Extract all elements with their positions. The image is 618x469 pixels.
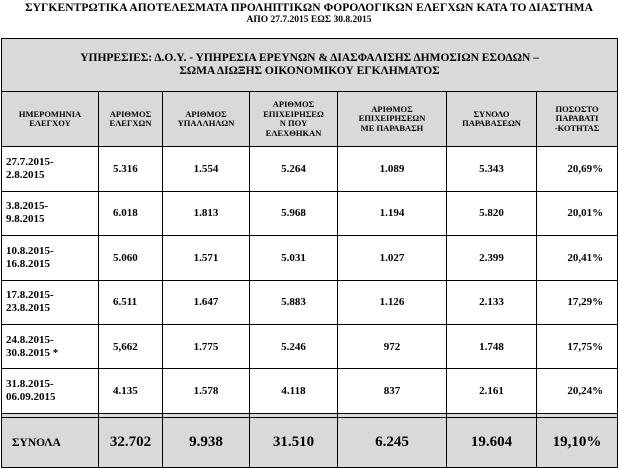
cell-rate: 20,24% — [537, 369, 618, 413]
cell-businesses: 5.883 — [250, 280, 338, 324]
cell-businesses: 5.246 — [250, 324, 338, 368]
cell-checks: 5.316 — [99, 147, 163, 191]
cell-staff: 1.578 — [163, 369, 250, 413]
cell-date: 24.8.2015- 30.8.2015 * — [2, 324, 99, 368]
cell-checks: 6.018 — [99, 191, 163, 235]
table-row — [2, 147, 618, 191]
totals-row — [2, 418, 618, 468]
services-header — [2, 39, 618, 92]
cell-businesses: 5.264 — [250, 147, 338, 191]
cell-checks: 6.511 — [99, 280, 163, 324]
cell-violating: 1.089 — [338, 147, 447, 191]
cell-checks: 5,662 — [99, 324, 163, 368]
cell-violating: 972 — [338, 324, 447, 368]
cell-violations: 5.343 — [447, 147, 537, 191]
header-checks: ΑΡΙΘΜΟΣ ΕΛΕΓΧΩΝ — [99, 92, 163, 147]
cell-businesses: 4.118 — [250, 369, 338, 413]
header-date: ΗΜΕΡΟΜΗΝΙΑ ΕΛΕΓΧΟΥ — [2, 92, 99, 147]
total-staff: 9.938 — [163, 418, 250, 468]
cell-violating: 1.194 — [338, 191, 447, 235]
cell-violating: 1.126 — [338, 280, 447, 324]
results-table — [1, 38, 618, 468]
header-businesses: ΑΡΙΘΜΟΣ ΕΠΙΧΕΙΡΗΣΕΩ Ν ΠΟΥ ΕΛΕΧΘΗΚΑΝ — [250, 92, 338, 147]
cell-violations: 2.399 — [447, 236, 537, 280]
cell-violations: 2.133 — [447, 280, 537, 324]
cell-staff: 1.647 — [163, 280, 250, 324]
totals-label: ΣΥΝΟΛΑ — [2, 418, 99, 468]
table-row — [2, 236, 618, 280]
cell-date: 31.8.2015- 06.09.2015 — [2, 369, 99, 413]
cell-checks: 4.135 — [99, 369, 163, 413]
header-violating: ΑΡΙΘΜΟΣ ΕΠΙΧΕΙΡΗΣΕΩΝ ΜΕ ΠΑΡΑΒΑΣΗ — [338, 92, 447, 147]
column-header-row — [2, 92, 618, 147]
cell-violations: 1.748 — [447, 324, 537, 368]
table-row — [2, 191, 618, 235]
cell-violating: 837 — [338, 369, 447, 413]
table-row — [2, 280, 618, 324]
cell-rate: 17,75% — [537, 324, 618, 368]
table-row — [2, 369, 618, 413]
title-line-2: ΑΠΟ 27.7.2015 ΕΩΣ 30.8.2015 — [246, 15, 372, 25]
cell-rate: 20,01% — [537, 191, 618, 235]
cell-rate: 20,69% — [537, 147, 618, 191]
cell-violations: 2.161 — [447, 369, 537, 413]
cell-staff: 1.554 — [163, 147, 250, 191]
cell-rate: 20,41% — [537, 236, 618, 280]
cell-date: 27.7.2015- 2.8.2015 — [2, 147, 99, 191]
cell-businesses: 5.031 — [250, 236, 338, 280]
total-businesses: 31.510 — [250, 418, 338, 468]
cell-violating: 1.027 — [338, 236, 447, 280]
header-rate: ΠΟΣΟΣΤΟ ΠΑΡΑΒΑΤΙ -ΚΟΤΗΤΑΣ — [537, 92, 618, 147]
header-staff: ΑΡΙΘΜΟΣ ΥΠΑΛΛΗΛΩΝ — [163, 92, 250, 147]
cell-date: 17.8.2015- 23.8.2015 — [2, 280, 99, 324]
total-rate: 19,10% — [537, 418, 618, 468]
header-violations: ΣΥΝΟΛΟ ΠΑΡΑΒΑΣΕΩΝ — [447, 92, 537, 147]
cell-date: 3.8.2015- 9.8.2015 — [2, 191, 99, 235]
services-line-1: ΥΠΗΡΕΣΙΕΣ: Δ.Ο.Υ. - ΥΠΗΡΕΣΙΑ ΕΡΕΥΝΩΝ & ΔΙΑΣΦΑΛΙΣΗΣ ΔΗΜΟΣΙΩΝ ΕΣΟΔΩΝ – — [80, 52, 539, 65]
cell-staff: 1.571 — [163, 236, 250, 280]
total-violations: 19.604 — [447, 418, 537, 468]
table-row — [2, 324, 618, 368]
services-line-2: ΣΩΜΑ ΔΙΩΞΗΣ ΟΙΚΟΝΟΜΙΚΟΥ ΕΓΚΛΗΜΑΤΟΣ — [179, 65, 440, 78]
cell-businesses: 5.968 — [250, 191, 338, 235]
cell-violations: 5.820 — [447, 191, 537, 235]
cell-staff: 1.813 — [163, 191, 250, 235]
total-checks: 32.702 — [99, 418, 163, 468]
cell-staff: 1.775 — [163, 324, 250, 368]
title-line-1: ΣΥΓΚΕΝΤΡΩΤΙΚΑ ΑΠΟΤΕΛΕΣΜΑΤΑ ΠΡΟΛΗΠΤΙΚΩΝ ΦΟΡΟΛΟΓΙΚΩΝ ΕΛΕΓΧΩΝ ΚΑΤΑ ΤΟ ΔΙΑΣΤΗΜΑ — [24, 2, 594, 14]
total-violating: 6.245 — [338, 418, 447, 468]
cell-rate: 17,29% — [537, 280, 618, 324]
cell-checks: 5.060 — [99, 236, 163, 280]
document-title — [0, 0, 618, 26]
cell-date: 10.8.2015- 16.8.2015 — [2, 236, 99, 280]
